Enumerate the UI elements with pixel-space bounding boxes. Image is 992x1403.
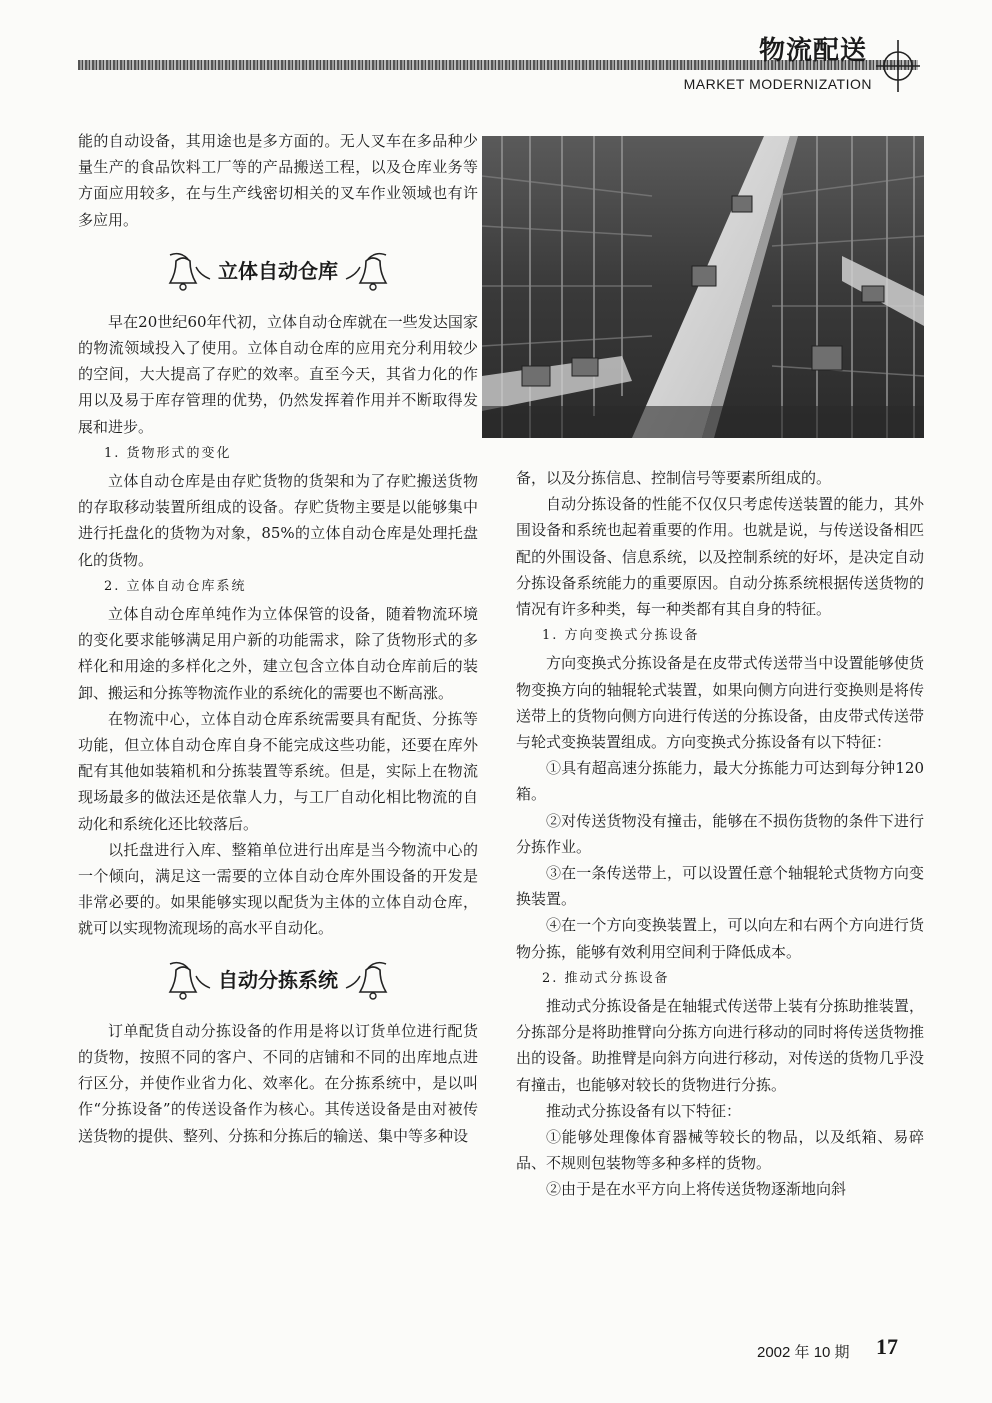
bell-ornament-icon: [166, 249, 212, 293]
heading-automated-warehouse: [78, 239, 478, 303]
heading-auto-sorting: [78, 948, 478, 1012]
feature-item: ③在一条传送带上，可以设置任意个轴辊轮式货物方向变换装置。: [516, 864, 924, 909]
paragraph: 立体自动仓库是由存贮货物的货架和为了存贮搬送货物的存取移动装置所组成的设备。存贮货物主要是以能够集中进行托盘化的货物为对象，85%的立体自动仓库是处理托盘化的货物。: [78, 472, 478, 569]
issue-date: 2002 年 10 期: [757, 1344, 850, 1361]
feature-item: ①能够处理像体育器械等较长的物品，以及纸箱、易碎品、不规则包装物等多种多样的货物。: [516, 1128, 924, 1173]
bell-ornament-icon: [344, 249, 390, 293]
heading-text: 立体自动仓库: [218, 258, 338, 283]
subheading: 1. 方向变换式分拣设备: [542, 628, 700, 644]
subheading: 1. 货物形式的变化: [104, 445, 232, 461]
paragraph: 推动式分拣设备有以下特征：: [546, 1101, 742, 1120]
heading-text: 自动分拣系统: [218, 967, 338, 992]
paragraph: 订单配货自动分拣设备的作用是将以订货单位进行配货的货物，按照不同的客户、不同的店铺和不同的出库地点进行区分，并使作业省力化、效率化。在分拣系统中，是以叫作“分拣设备”的传送设备作为核心。其传送设备是由对被传送货物的提供、整列、分拣和分拣后的输送、集中等多种设: [78, 1021, 478, 1145]
warehouse-conveyor-photo: [482, 136, 924, 438]
paragraph: 立体自动仓库单纯作为立体保管的设备，随着物流环境的变化要求能够满足用户新的功能需求，除了货物形式的多样化和用途的多样化之外，建立包含立体自动仓库前后的装卸、搬运和分拣等物流作业的系统化的需要也不断高涨。: [78, 605, 478, 702]
journal-name: MARKET MODERNIZATION: [683, 76, 872, 92]
bell-ornament-icon: [344, 958, 390, 1002]
paragraph: 方向变换式分拣设备是在皮带式传送带当中设置能够使货物变换方向的轴辊轮式装置，如果向侧方向进行变换则是将传送带上的货物向侧方向进行传送的分拣设备，由皮带式传送带与轮式变换装置组成。方向变换式分拣设备有以下特征：: [516, 654, 924, 752]
intro-paragraph: 能的自动设备，其用途也是多方面的。无人叉车在多品种少量生产的食品饮料工厂等的产品搬送工程，以及仓库业务等方面应用较多，在与生产线密切相关的叉车作业领域也有许多应用。: [78, 132, 478, 229]
subheading: 2. 立体自动仓库系统: [104, 578, 247, 594]
paragraph-continuation: 备，以及分拣信息、控制信号等要素所组成的。: [516, 469, 832, 487]
bell-ornament-icon: [166, 958, 212, 1002]
registration-mark-icon: [876, 36, 920, 92]
feature-item: ②由于是在水平方向上将传送货物逐渐地向斜: [546, 1180, 847, 1199]
page-number: 17: [876, 1334, 898, 1359]
subheading: 2. 推动式分拣设备: [542, 970, 670, 986]
paragraph: 在物流中心，立体自动仓库系统需要具有配货、分拣等功能，但立体自动仓库自身不能完成这些功能，还要在库外配有其他如装箱机和分拣装置等系统。但是，实际上在物流现场最多的做法还是依靠人力，与工厂自动化相比物流的自动化和系统化还比较落后。: [78, 709, 478, 833]
paragraph: 自动分拣设备的性能不仅仅只考虑传送装置的能力，其外围设备和系统也起着重要的作用。也就是说，与传送设备相匹配的外围设备、信息系统，以及控制系统的好坏，是决定自动分拣设备系统能力的重要原因。自动分拣系统根据传送货物的情况有许多种类，每一种类都有其自身的特征。: [516, 495, 924, 619]
feature-item: ①具有超高速分拣能力，最大分拣能力可达到每分钟120箱。: [516, 759, 924, 804]
feature-item: ②对传送货物没有撞击，能够在不损伤货物的条件下进行分拣作业。: [516, 811, 924, 856]
paragraph: 推动式分拣设备是在轴辊式传送带上装有分拣助推装置，分拣部分是将助推臂向分拣方向进行移动的同时将传送货物推出的设备。助推臂是向斜方向进行移动，对传送的货物几乎没有撞击，也能够对较长的货物进行分拣。: [516, 997, 924, 1094]
left-column: [78, 128, 478, 1149]
paragraph: 以托盘进行入库、整箱单位进行出库是当今物流中心的一个倾向，满足这一需要的立体自动仓库外围设备的开发是非常必要的。如果能够实现以配货为主体的立体自动仓库，就可以实现物流现场的高水平自动化。: [78, 840, 478, 938]
feature-item: ④在一个方向变换装置上，可以向左和右两个方向进行货物分拣，能够有效利用空间利于降低成本。: [516, 916, 924, 961]
paragraph: 早在20世纪60年代初，立体自动仓库就在一些发达国家的物流领域投入了使用。立体自动仓库的应用充分利用较少的空间，大大提高了存贮的效率。直至今天，其省力化的作用以及易于库存管理的优势，仍然发挥着作用并不断取得发展和进步。: [78, 312, 478, 436]
section-title: 物流配送: [758, 36, 867, 66]
right-column: [516, 465, 924, 1203]
